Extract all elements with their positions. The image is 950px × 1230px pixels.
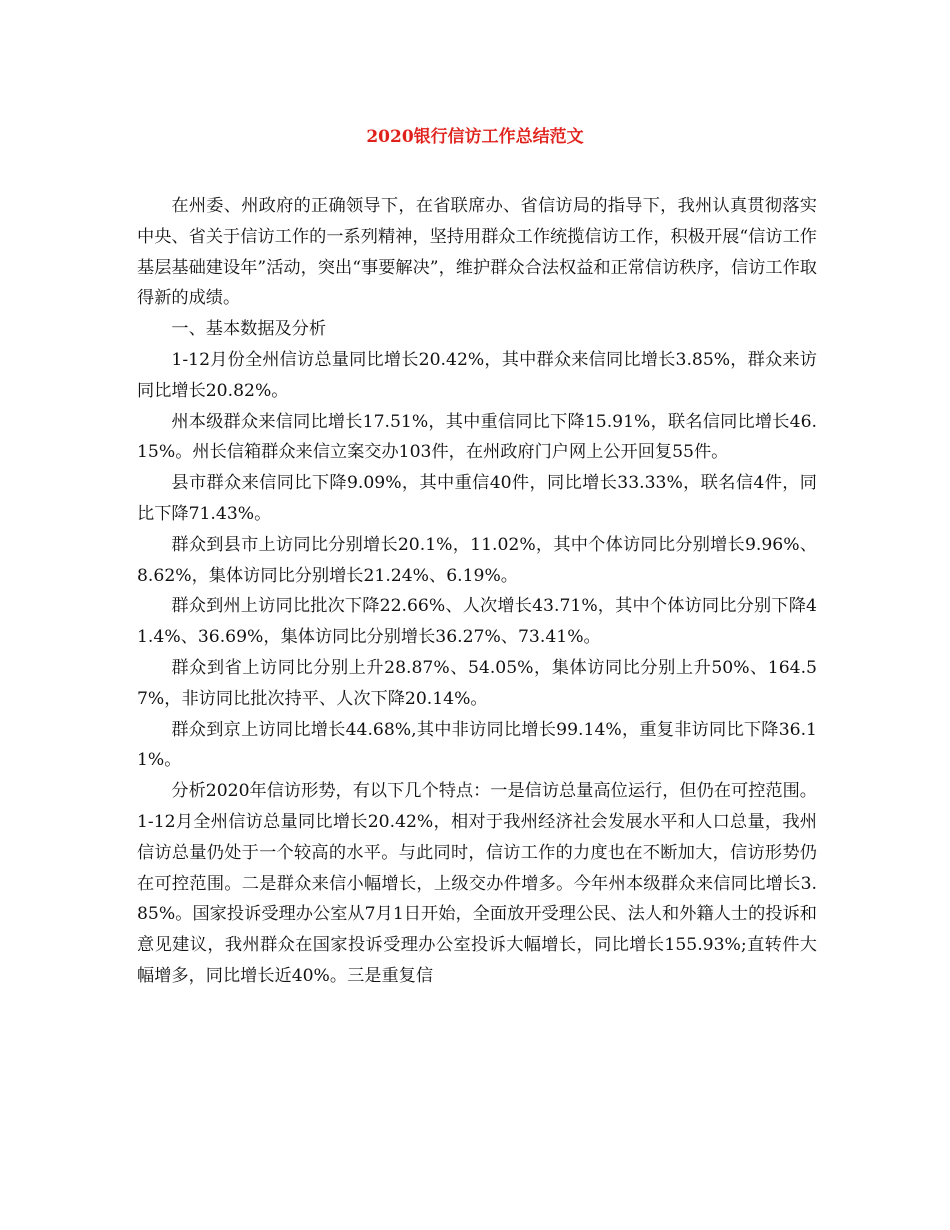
document-title: 2020银行信访工作总结范文 xyxy=(366,127,584,147)
paragraph: 县市群众来信同比下降9.09%，其中重信40件，同比增长33.33%，联名信4件，同比下降71.43%。 xyxy=(137,473,817,524)
document-body xyxy=(137,191,817,992)
section-heading: 一、基本数据及分析 xyxy=(171,319,327,340)
paragraph: 群众到京上访同比增长44.68%,其中非访同比增长99.14%，重复非访同比下降36.11%。 xyxy=(137,719,817,771)
paragraph: 群众到县市上访同比分别增长20.1%，11.02%，其中个体访同比分别增长9.96%、8.62%，集体访同比分别增长21.24%、6.19%。 xyxy=(137,534,817,586)
paragraph-intro: 在州委、州政府的正确领导下，在省联席办、省信访局的指导下，我州认真贯彻落实中央、省关于信访工作的一系列精神，坚持用群众工作统揽信访工作，积极开展“信访工作基层基础建设年”活动，突出“事要解决”，维护群众合法权益和正常信访秩序，信访工作取得新的成绩。 xyxy=(137,196,817,309)
paragraph: 群众到州上访同比批次下降22.66%、人次增长43.71%，其中个体访同比分别下降41.4%、36.69%，集体访同比分别增长36.27%、73.41%。 xyxy=(137,596,817,648)
paragraph: 1-12月份全州信访总量同比增长20.42%，其中群众来信同比增长3.85%，群众来访同比增长20.82%。 xyxy=(137,349,817,401)
paragraph: 州本级群众来信同比增长17.51%，其中重信同比下降15.91%，联名信同比增长46.15%。州长信箱群众来信立案交办103件，在州政府门户网上公开回复55件。 xyxy=(137,411,817,463)
paragraph: 群众到省上访同比分别上升28.87%、54.05%，集体访同比分别上升50%、164.57%，非访同比批次持平、人次下降20.14%。 xyxy=(137,657,817,709)
paragraph-analysis: 分析2020年信访形势，有以下几个特点：一是信访总量高位运行，但仍在可控范围。1-12月全州信访总量同比增长20.42%，相对于我州经济社会发展水平和人口总量，我州信访总量仍处于一个较高的水平。与此同时，信访工作的力度也在不断加大，信访形势仍在可控范围。二是群众来信小幅增长，上级交办件增多。今年州本级群众来信同比增长3.85%。国家投诉受理办公室从7月1日开始，全面放开受理公民、法人和外籍人士的投诉和意见建议，我州群众在国家投诉受理办公室投诉大幅增长，同比增长155.93%;直转件大幅增多，同比增长近40%。三是重复信 xyxy=(137,781,817,986)
